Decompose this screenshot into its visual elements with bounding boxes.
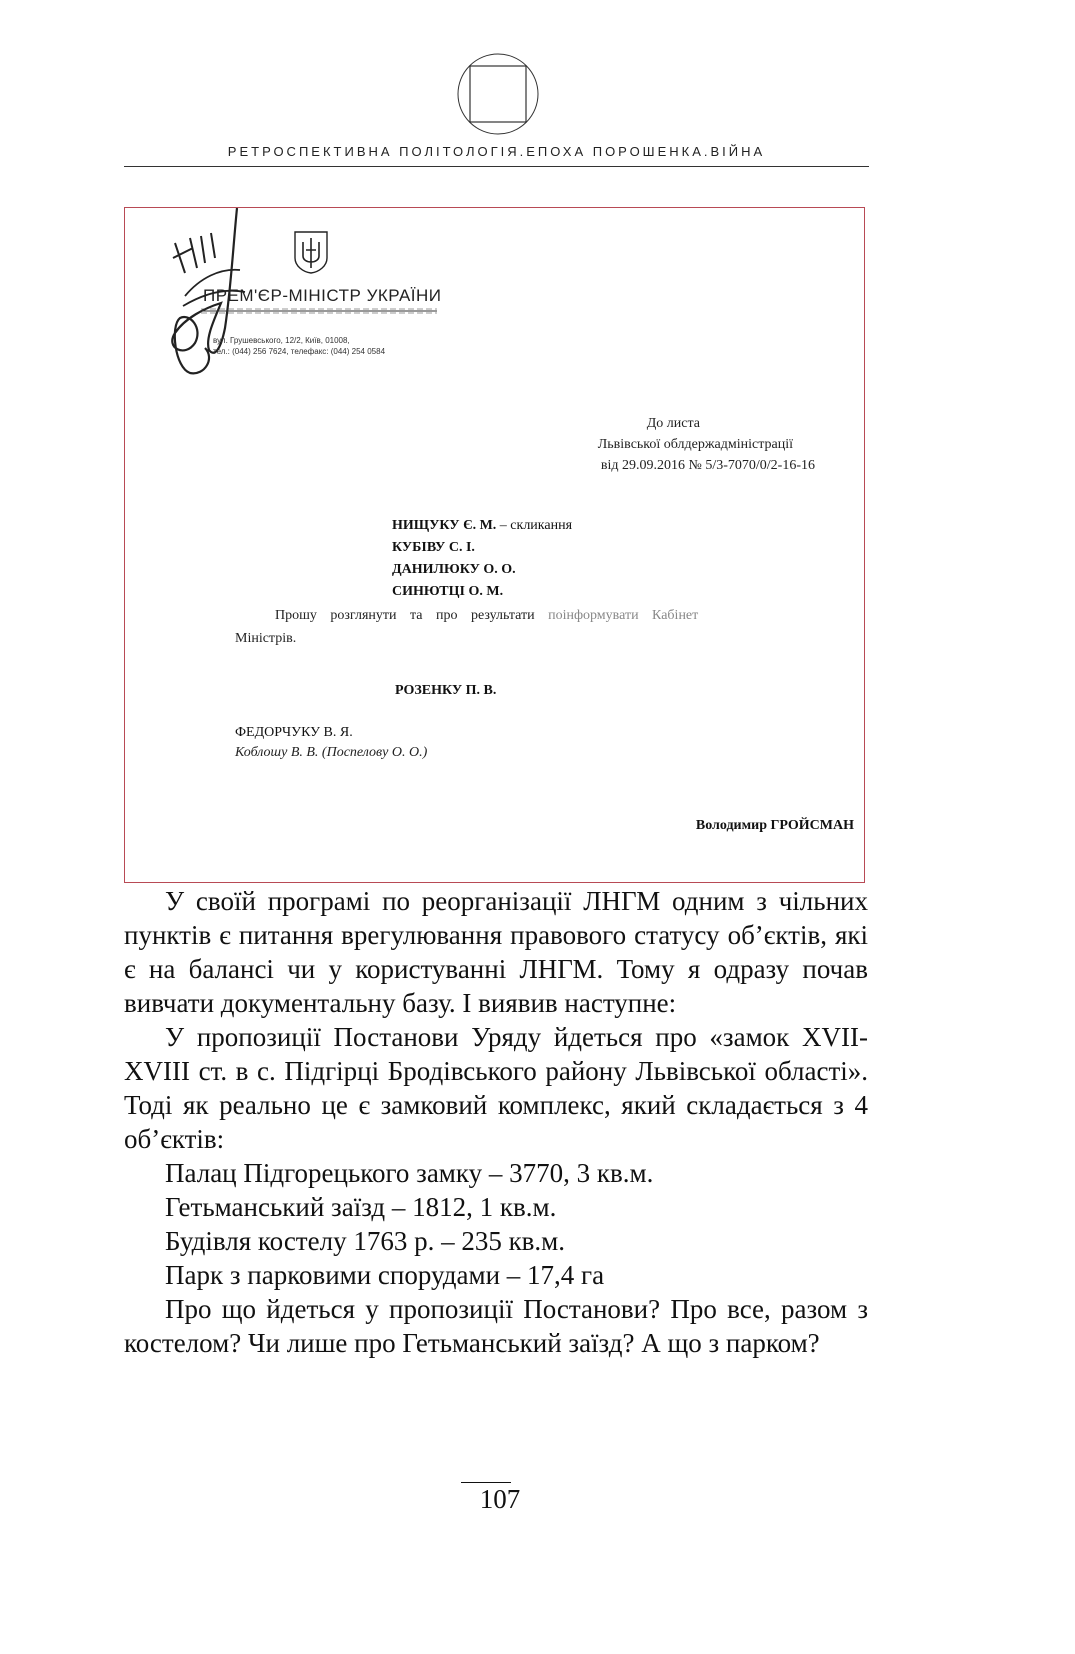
addressee-rozenku: РОЗЕНКУ П. В. <box>395 683 497 698</box>
address-line: вул. Грушевського, 12/2, Київ, 01008, <box>213 336 350 345</box>
list-item: Гетьманський заїзд – 1812, 1 кв.м. <box>165 1192 557 1222</box>
request-text-end: Міністрів. <box>235 631 297 646</box>
addressee-koblosh: Коблошу В. В. (Поспелову О. О.) <box>235 745 428 760</box>
list-item: Парк з парковими спорудами – 17,4 га <box>165 1260 605 1290</box>
signatory-name: Володимир ГРОЙСМАН <box>695 818 854 833</box>
paragraph: У своїй програмі по реорганізації ЛНГМ одним з чільних пунктів є питання врегулювання правового статусу об’єктів, які є на балансі чи у користуванні ЛНГМ. Тому я одразу почав вивчати документальну базу. І виявив наступне: <box>124 886 868 1018</box>
letterhead-ornament-rule <box>201 308 437 314</box>
request-mid: та про результати <box>409 608 535 623</box>
addressee-note: – скликання <box>496 518 573 533</box>
letterhead-title: ПРЕМ'ЄР-МІНІСТР УКРАЇНИ <box>203 286 442 305</box>
running-header: РЕТРОСПЕКТИВНА ПОЛІТОЛОГІЯ.ЕПОХА ПОРОШЕНКА.ВІЙНА <box>227 144 766 159</box>
page-number-rule <box>461 1482 511 1483</box>
addressee-fedorchuku: ФЕДОРЧУКУ В. Я. <box>235 725 353 740</box>
addressee: ДАНИЛЮКУ О. О. <box>392 562 516 577</box>
reference-line: Львівської облдержадміністрації <box>597 437 793 452</box>
body-text <box>124 884 868 1360</box>
reference-block <box>525 413 815 476</box>
coat-of-arms-icon <box>293 230 329 274</box>
addressee: КУБІВУ С. І. <box>392 540 475 555</box>
addressee-name: НИЩУКУ Є. М. <box>392 518 497 533</box>
reference-line: від 29.09.2016 № 5/3-7070/0/2-16-16 <box>600 458 815 473</box>
paragraph: Про що йдеться у пропозиції Постанови? Про все, разом з костелом? Чи лише про Гетьманський заїзд? А що з парком? <box>124 1294 868 1358</box>
reference-line: До листа <box>646 416 700 431</box>
list-item: Палац Підгорецького замку – 3770, 3 кв.м. <box>165 1158 654 1188</box>
scanned-letter <box>124 207 865 883</box>
request-start: Прошу розглянути <box>275 608 397 623</box>
addressee: СИНЮТЦІ О. М. <box>392 584 504 599</box>
request-faded: поінформувати Кабінет <box>548 608 699 623</box>
request-text <box>275 608 698 624</box>
addressee <box>392 515 572 537</box>
circle-square-logo-icon <box>456 52 540 136</box>
header-rule <box>124 166 869 167</box>
page-number: 107 <box>479 1484 521 1514</box>
addressees-list <box>392 515 572 603</box>
letterhead-address <box>213 335 385 357</box>
paragraph: У пропозиції Постанови Уряду йдеться про «замок XVII-XVIII ст. в с. Підгірці Бродівського району Львівської області». Тоді як реально це є замковий комплекс, який складається з 4 об’єктів: <box>124 1022 868 1154</box>
phone-line: тел.: (044) 256 7624, телефакс: (044) 254 0584 <box>213 347 386 356</box>
list-item: Будівля костелу 1763 р. – 235 кв.м. <box>165 1226 566 1256</box>
